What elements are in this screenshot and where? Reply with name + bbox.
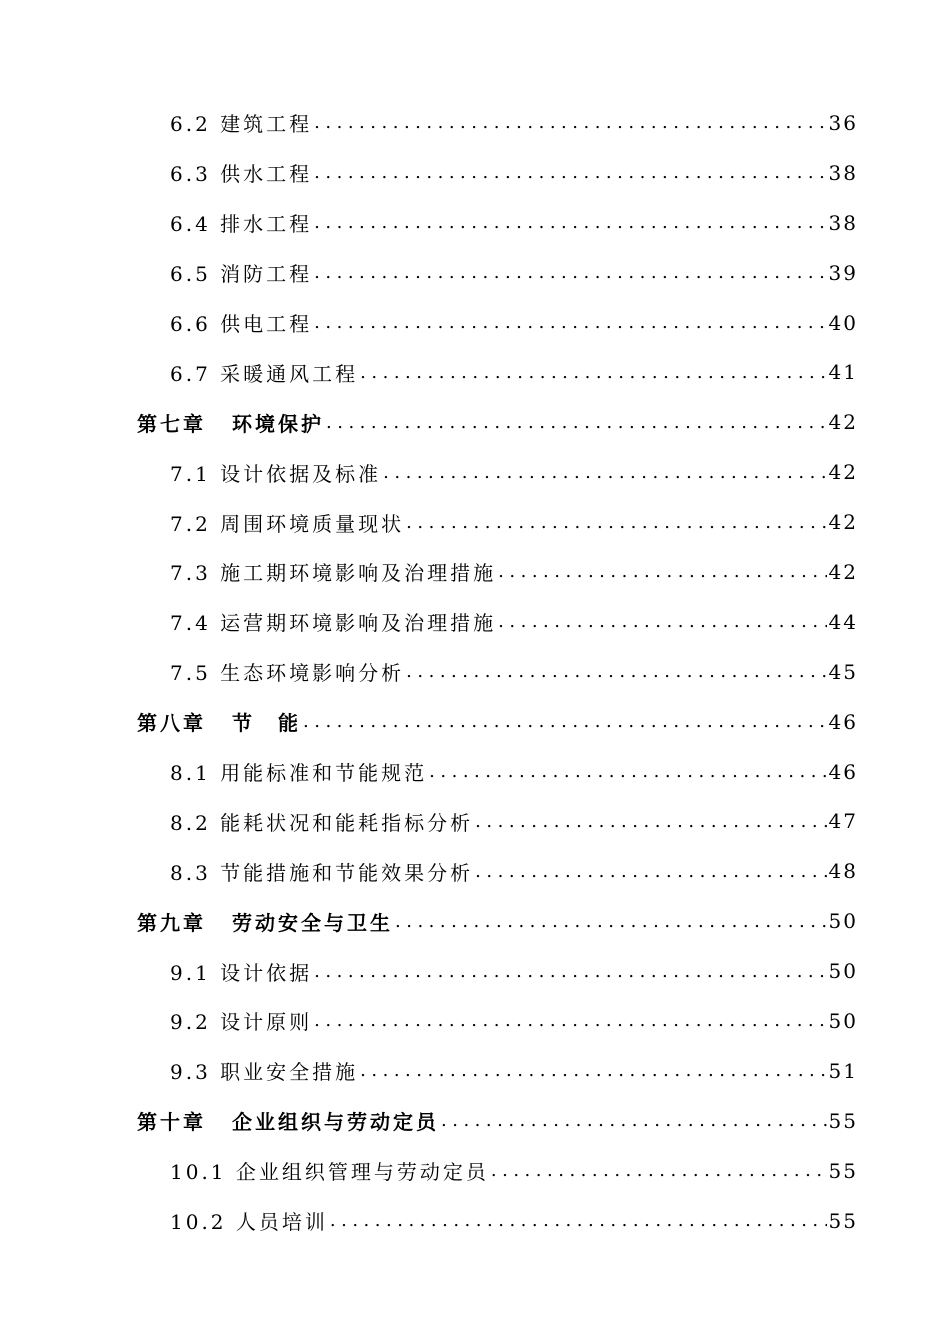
- toc-chapter-8[interactable]: [0, 697, 950, 747]
- toc-leader: [475, 811, 826, 832]
- toc-page-number: 47: [828, 809, 858, 834]
- toc-chapter-heading: [137, 707, 301, 736]
- toc-entry-7-1[interactable]: [0, 447, 950, 497]
- toc-entry-6-7[interactable]: [0, 347, 950, 397]
- toc-title: 8.2 能耗状况和能耗指标分析: [170, 810, 474, 835]
- toc-title: 6.7 采暖通风工程: [170, 361, 359, 386]
- toc-entry-7-4[interactable]: [0, 597, 950, 647]
- toc-page-number: 39: [828, 260, 858, 285]
- toc-title: 7.5 生态环境影响分析: [170, 661, 405, 686]
- toc-page-number: 55: [828, 1158, 858, 1183]
- toc-leader: [360, 1060, 826, 1081]
- chapter-title: 企业组织与劳动定员: [232, 1110, 439, 1135]
- toc-entry-6-4[interactable]: [0, 198, 950, 248]
- toc-leader: [303, 711, 827, 732]
- toc-leader: [395, 911, 827, 932]
- toc-page-number: 42: [828, 460, 858, 485]
- toc-title: 9.1 设计依据: [170, 960, 313, 985]
- toc-entry-6-5[interactable]: [0, 248, 950, 298]
- toc-leader: [314, 112, 826, 133]
- toc-leader: [406, 661, 826, 682]
- toc-title: 9.2 设计原则: [170, 1010, 313, 1035]
- toc-title: 7.3 施工期环境影响及治理措施: [170, 561, 497, 586]
- chapter-title: 劳动安全与卫生: [232, 910, 393, 935]
- toc-page-number: 50: [828, 909, 858, 934]
- toc-title: 9.3 职业安全措施: [170, 1060, 359, 1085]
- toc-page-number: 46: [828, 709, 858, 734]
- toc-leader: [383, 462, 826, 483]
- toc-leader: [406, 512, 826, 533]
- chapter-number: 第十章: [137, 1110, 206, 1135]
- toc-leader: [429, 761, 826, 782]
- toc-entry-10-1[interactable]: [0, 1146, 950, 1196]
- toc-page-number: 45: [828, 659, 858, 684]
- toc-leader: [475, 861, 826, 882]
- toc-entry-6-2[interactable]: [0, 98, 950, 148]
- toc-entry-10-2[interactable]: [0, 1196, 950, 1246]
- toc-leader: [326, 412, 827, 433]
- toc-title: 6.3 供水工程: [170, 162, 313, 187]
- toc-title: 6.4 排水工程: [170, 212, 313, 237]
- toc-leader: [314, 262, 826, 283]
- toc-title: 10.2 人员培训: [170, 1210, 328, 1235]
- toc-entry-7-5[interactable]: [0, 647, 950, 697]
- toc-chapter-7[interactable]: [0, 397, 950, 447]
- toc-page-number: 42: [828, 410, 858, 435]
- toc-chapter-10[interactable]: [0, 1096, 950, 1146]
- toc-entry-8-3[interactable]: [0, 846, 950, 896]
- toc-page-number: 38: [828, 210, 858, 235]
- toc-page-number: 42: [828, 559, 858, 584]
- toc-entry-6-6[interactable]: [0, 298, 950, 348]
- toc-page-number: 51: [828, 1058, 858, 1083]
- toc-title: 6.2 建筑工程: [170, 112, 313, 137]
- toc-page-number: 55: [828, 1208, 858, 1233]
- toc-title: 7.2 周围环境质量现状: [170, 511, 405, 536]
- toc-entry-9-2[interactable]: [0, 996, 950, 1046]
- table-of-contents: [0, 98, 950, 1245]
- toc-title: 6.5 消防工程: [170, 262, 313, 287]
- toc-title: 7.4 运营期环境影响及治理措施: [170, 611, 497, 636]
- toc-page-number: 42: [828, 510, 858, 535]
- toc-leader: [314, 312, 826, 333]
- toc-title: 10.1 企业组织管理与劳动定员: [170, 1160, 489, 1185]
- toc-leader: [441, 1110, 827, 1131]
- toc-entry-8-1[interactable]: [0, 747, 950, 797]
- toc-page-number: 48: [828, 859, 858, 884]
- toc-chapter-9[interactable]: [0, 896, 950, 946]
- toc-chapter-heading: [137, 1106, 439, 1135]
- toc-leader: [314, 212, 826, 233]
- toc-entry-7-3[interactable]: [0, 547, 950, 597]
- toc-title: 7.1 设计依据及标准: [170, 461, 382, 486]
- chapter-title: 环境保护: [232, 411, 324, 436]
- chapter-title: 节 能: [232, 711, 301, 736]
- toc-entry-8-2[interactable]: [0, 796, 950, 846]
- chapter-number: 第九章: [137, 910, 206, 935]
- toc-page-number: 55: [828, 1108, 858, 1133]
- toc-page-number: 40: [828, 310, 858, 335]
- toc-entry-6-3[interactable]: [0, 148, 950, 198]
- toc-leader: [498, 611, 826, 632]
- toc-leader: [330, 1210, 827, 1231]
- toc-leader: [314, 1010, 826, 1031]
- toc-leader: [491, 1160, 827, 1181]
- toc-page-number: 50: [828, 1008, 858, 1033]
- toc-entry-7-2[interactable]: [0, 497, 950, 547]
- toc-page-number: 41: [828, 360, 858, 385]
- toc-chapter-heading: [137, 907, 393, 936]
- toc-page-number: 36: [828, 110, 858, 135]
- toc-title: 8.1 用能标准和节能规范: [170, 761, 428, 786]
- chapter-number: 第七章: [137, 411, 206, 436]
- toc-entry-9-1[interactable]: [0, 946, 950, 996]
- toc-leader: [314, 162, 826, 183]
- toc-entry-9-3[interactable]: [0, 1046, 950, 1096]
- toc-chapter-heading: [137, 408, 324, 437]
- toc-leader: [360, 362, 826, 383]
- toc-leader: [498, 561, 826, 582]
- toc-title: 8.3 节能措施和节能效果分析: [170, 860, 474, 885]
- toc-leader: [314, 961, 826, 982]
- toc-page-number: 44: [828, 609, 858, 634]
- toc-page-number: 38: [828, 160, 858, 185]
- toc-title: 6.6 供电工程: [170, 312, 313, 336]
- chapter-number: 第八章: [137, 711, 206, 736]
- toc-page-number: 46: [828, 759, 858, 784]
- toc-page-number: 50: [828, 959, 858, 984]
